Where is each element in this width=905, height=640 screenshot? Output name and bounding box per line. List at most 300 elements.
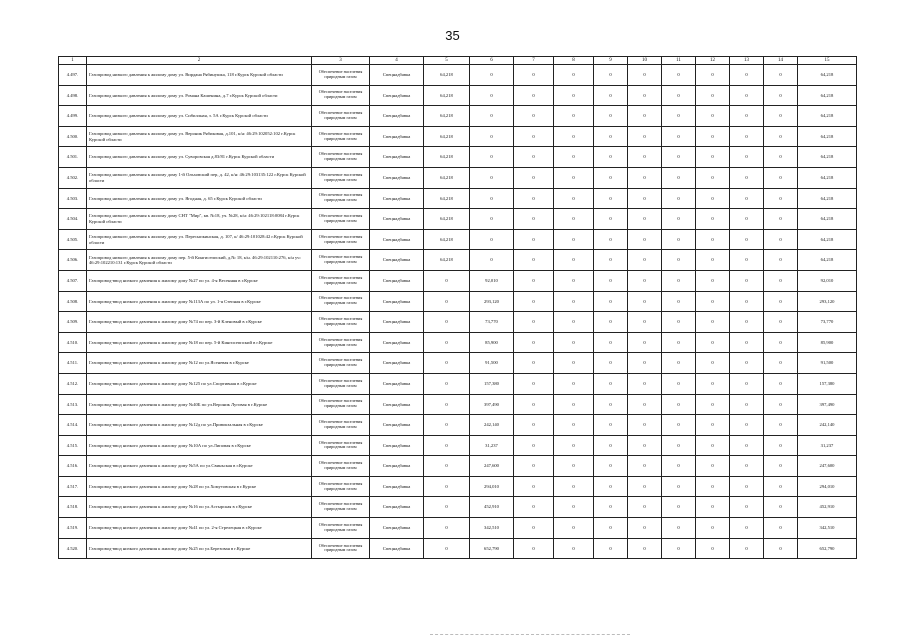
value-cell: 0 <box>554 147 594 168</box>
funding-source: Спецнадбавка <box>370 332 424 353</box>
value-cell: 0 <box>662 476 696 497</box>
value-cell: 342,510 <box>470 518 514 539</box>
value-cell: 0 <box>554 126 594 147</box>
value-cell: 0 <box>424 456 470 477</box>
purpose-text: Обеспечение населения природным газом <box>312 415 370 436</box>
column-header: 12 <box>696 57 730 65</box>
value-cell: 64,218 <box>424 85 470 106</box>
value-cell: 64,218 <box>424 250 470 271</box>
value-cell: 0 <box>470 167 514 188</box>
funding-source: Спецнадбавка <box>370 106 424 127</box>
value-cell: 0 <box>696 312 730 333</box>
column-header: 5 <box>424 57 470 65</box>
value-cell: 0 <box>514 167 554 188</box>
value-cell: 64,218 <box>424 167 470 188</box>
funding-source: Спецнадбавка <box>370 209 424 230</box>
value-cell: 0 <box>764 518 798 539</box>
value-cell: 0 <box>730 353 764 374</box>
value-cell: 0 <box>696 456 730 477</box>
column-number-row <box>59 57 857 65</box>
value-cell: 0 <box>662 85 696 106</box>
row-number: 4.497. <box>59 65 87 86</box>
column-header: 2 <box>87 57 312 65</box>
object-name: Газопровод-ввод низкого давления к жилому дому №125 по ул.Спортивная в г.Курске <box>87 373 312 394</box>
purpose-text: Обеспечение населения природным газом <box>312 353 370 374</box>
value-cell: 0 <box>696 476 730 497</box>
value-cell: 294,010 <box>470 476 514 497</box>
value-cell: 0 <box>554 229 594 250</box>
value-cell: 0 <box>662 209 696 230</box>
object-name: Газопровод-ввод низкого давления к жилому дому №12 по ул.Ясеневая в г.Курске <box>87 353 312 374</box>
value-cell: 0 <box>628 415 662 436</box>
table-row <box>59 106 857 127</box>
value-cell: 0 <box>764 229 798 250</box>
value-cell: 0 <box>554 291 594 312</box>
funding-source: Спецнадбавка <box>370 497 424 518</box>
object-name: Газопровод-ввод низкого давления к жилому дому №25 по ул.Березовая в г.Курске <box>87 538 312 559</box>
value-cell: 0 <box>696 373 730 394</box>
value-cell: 0 <box>730 65 764 86</box>
table-row <box>59 538 857 559</box>
value-cell: 0 <box>594 85 628 106</box>
column-header: 3 <box>312 57 370 65</box>
purpose-text: Обеспечение населения природным газом <box>312 538 370 559</box>
value-cell: 0 <box>662 456 696 477</box>
value-cell: 0 <box>628 270 662 291</box>
object-name: Газопровод-ввод низкого давления к жилому дому №113А по ул. 1-я Степная в г.Курске <box>87 291 312 312</box>
value-cell: 0 <box>662 394 696 415</box>
total-value-cell: 652,790 <box>798 538 857 559</box>
funding-source: Спецнадбавка <box>370 85 424 106</box>
total-value-cell: 31,237 <box>798 435 857 456</box>
total-value-cell: 64,218 <box>798 250 857 271</box>
row-number: 4.518. <box>59 497 87 518</box>
value-cell: 0 <box>730 538 764 559</box>
value-cell: 0 <box>514 126 554 147</box>
table-row <box>59 209 857 230</box>
value-cell: 0 <box>764 435 798 456</box>
total-value-cell: 92,010 <box>798 270 857 291</box>
value-cell: 0 <box>594 147 628 168</box>
value-cell: 0 <box>662 538 696 559</box>
value-cell: 0 <box>764 312 798 333</box>
column-header: 15 <box>798 57 857 65</box>
value-cell: 397,490 <box>470 394 514 415</box>
value-cell: 0 <box>424 518 470 539</box>
value-cell: 0 <box>554 518 594 539</box>
value-cell: 0 <box>470 209 514 230</box>
value-cell: 0 <box>764 353 798 374</box>
purpose-text: Обеспечение населения природным газом <box>312 250 370 271</box>
value-cell: 0 <box>554 497 594 518</box>
column-header: 8 <box>554 57 594 65</box>
value-cell: 0 <box>730 312 764 333</box>
value-cell: 0 <box>696 415 730 436</box>
row-number: 4.510. <box>59 332 87 353</box>
column-header: 4 <box>370 57 424 65</box>
value-cell: 0 <box>424 538 470 559</box>
value-cell: 0 <box>764 497 798 518</box>
value-cell: 0 <box>594 312 628 333</box>
purpose-text: Обеспечение населения природным газом <box>312 497 370 518</box>
value-cell: 0 <box>628 147 662 168</box>
value-cell: 0 <box>730 270 764 291</box>
total-value-cell: 64,218 <box>798 167 857 188</box>
row-number: 4.498. <box>59 85 87 106</box>
value-cell: 0 <box>594 497 628 518</box>
value-cell: 0 <box>594 518 628 539</box>
value-cell: 0 <box>514 518 554 539</box>
table-row <box>59 353 857 374</box>
value-cell: 0 <box>696 497 730 518</box>
value-cell: 0 <box>764 394 798 415</box>
value-cell: 0 <box>628 518 662 539</box>
funding-source: Спецнадбавка <box>370 250 424 271</box>
purpose-text: Обеспечение населения природным газом <box>312 394 370 415</box>
purpose-text: Обеспечение населения природным газом <box>312 435 370 456</box>
purpose-text: Обеспечение населения природным газом <box>312 229 370 250</box>
purpose-text: Обеспечение населения природным газом <box>312 147 370 168</box>
value-cell: 0 <box>594 167 628 188</box>
value-cell: 0 <box>470 188 514 209</box>
purpose-text: Обеспечение населения природным газом <box>312 476 370 497</box>
value-cell: 0 <box>514 435 554 456</box>
row-number: 4.505. <box>59 229 87 250</box>
value-cell: 0 <box>696 126 730 147</box>
value-cell: 0 <box>594 65 628 86</box>
value-cell: 0 <box>554 373 594 394</box>
value-cell: 0 <box>662 147 696 168</box>
purpose-text: Обеспечение населения природным газом <box>312 209 370 230</box>
value-cell: 0 <box>424 476 470 497</box>
value-cell: 0 <box>594 456 628 477</box>
value-cell: 0 <box>424 394 470 415</box>
value-cell: 0 <box>696 147 730 168</box>
value-cell: 0 <box>594 373 628 394</box>
value-cell: 0 <box>594 250 628 271</box>
object-name: Газопровод-ввод низкого давления к жилому дому №27 по ул. 4-я Весенняя в г.Курске <box>87 270 312 291</box>
value-cell: 0 <box>730 250 764 271</box>
value-cell: 0 <box>730 394 764 415</box>
value-cell: 0 <box>554 394 594 415</box>
purpose-text: Обеспечение населения природным газом <box>312 188 370 209</box>
total-value-cell: 247,600 <box>798 456 857 477</box>
value-cell: 0 <box>554 435 594 456</box>
value-cell: 0 <box>764 167 798 188</box>
value-cell: 0 <box>730 126 764 147</box>
value-cell: 0 <box>424 353 470 374</box>
value-cell: 0 <box>424 312 470 333</box>
table-row <box>59 270 857 291</box>
total-value-cell: 64,218 <box>798 229 857 250</box>
total-value-cell: 64,218 <box>798 209 857 230</box>
value-cell: 0 <box>662 126 696 147</box>
value-cell: 0 <box>662 332 696 353</box>
value-cell: 0 <box>696 106 730 127</box>
value-cell: 0 <box>628 291 662 312</box>
object-name: Газопровод-ввод низкого давления к жилому дому №16 по ул.Астырская в г.Курске <box>87 497 312 518</box>
value-cell: 0 <box>554 270 594 291</box>
table-body <box>59 65 857 559</box>
scan-artifact-line <box>430 634 630 636</box>
value-cell: 0 <box>696 229 730 250</box>
value-cell: 0 <box>628 538 662 559</box>
row-number: 4.503. <box>59 188 87 209</box>
purpose-text: Обеспечение населения природным газом <box>312 518 370 539</box>
value-cell: 0 <box>730 476 764 497</box>
value-cell: 0 <box>696 332 730 353</box>
total-value-cell: 452,910 <box>798 497 857 518</box>
column-header: 1 <box>59 57 87 65</box>
table-row <box>59 291 857 312</box>
row-number: 4.515. <box>59 435 87 456</box>
value-cell: 0 <box>764 291 798 312</box>
value-cell: 0 <box>514 538 554 559</box>
value-cell: 247,600 <box>470 456 514 477</box>
row-number: 4.504. <box>59 209 87 230</box>
object-name: Газопровод низкого давления к жилому дому ул. Романа Кашенина, д.7 г.Курск Курской области <box>87 85 312 106</box>
funding-source: Спецнадбавка <box>370 291 424 312</box>
value-cell: 0 <box>696 435 730 456</box>
value-cell: 0 <box>514 312 554 333</box>
value-cell: 0 <box>662 229 696 250</box>
value-cell: 85,900 <box>470 332 514 353</box>
value-cell: 0 <box>628 476 662 497</box>
value-cell: 0 <box>662 312 696 333</box>
row-number: 4.501. <box>59 147 87 168</box>
value-cell: 0 <box>470 106 514 127</box>
value-cell: 0 <box>730 373 764 394</box>
value-cell: 0 <box>696 353 730 374</box>
value-cell: 0 <box>730 147 764 168</box>
column-header: 11 <box>662 57 696 65</box>
value-cell: 0 <box>662 353 696 374</box>
value-cell: 0 <box>730 167 764 188</box>
funding-source: Спецнадбавка <box>370 456 424 477</box>
total-value-cell: 64,218 <box>798 126 857 147</box>
value-cell: 0 <box>764 456 798 477</box>
value-cell: 73,770 <box>470 312 514 333</box>
value-cell: 0 <box>594 229 628 250</box>
value-cell: 0 <box>696 394 730 415</box>
value-cell: 0 <box>696 167 730 188</box>
value-cell: 0 <box>730 106 764 127</box>
value-cell: 0 <box>628 312 662 333</box>
value-cell: 0 <box>628 188 662 209</box>
purpose-text: Обеспечение населения природным газом <box>312 456 370 477</box>
table-row <box>59 518 857 539</box>
row-number: 4.516. <box>59 456 87 477</box>
total-value-cell: 157,380 <box>798 373 857 394</box>
value-cell: 0 <box>594 209 628 230</box>
value-cell: 0 <box>764 85 798 106</box>
value-cell: 0 <box>662 188 696 209</box>
object-name: Газопровод низкого давления к жилому дому ул. Вероник Рябиковая, д.101, к/н: 46:29:102052:102 г.Курск Курской области <box>87 126 312 147</box>
value-cell: 0 <box>696 291 730 312</box>
value-cell: 0 <box>514 332 554 353</box>
purpose-text: Обеспечение населения природным газом <box>312 65 370 86</box>
object-name: Газопровод низкого давления к жилому дому СНТ "Мир", кв. №18, уч. №28, к/н: 46:29:102118:0084 г.Курск Курской области <box>87 209 312 230</box>
value-cell: 0 <box>628 353 662 374</box>
row-number: 4.509. <box>59 312 87 333</box>
value-cell: 0 <box>424 291 470 312</box>
value-cell: 0 <box>628 167 662 188</box>
value-cell: 0 <box>554 250 594 271</box>
value-cell: 0 <box>764 106 798 127</box>
value-cell: 0 <box>424 435 470 456</box>
purpose-text: Обеспечение населения природным газом <box>312 291 370 312</box>
value-cell: 0 <box>514 188 554 209</box>
funding-source: Спецнадбавка <box>370 415 424 436</box>
row-number: 4.502. <box>59 167 87 188</box>
column-header: 10 <box>628 57 662 65</box>
value-cell: 0 <box>764 270 798 291</box>
row-number: 4.514. <box>59 415 87 436</box>
page-number: 35 <box>445 28 460 43</box>
value-cell: 0 <box>730 229 764 250</box>
value-cell: 0 <box>764 126 798 147</box>
funding-source: Спецнадбавка <box>370 435 424 456</box>
value-cell: 0 <box>514 456 554 477</box>
table-row <box>59 147 857 168</box>
value-cell: 0 <box>662 291 696 312</box>
value-cell: 0 <box>730 209 764 230</box>
value-cell: 0 <box>628 106 662 127</box>
value-cell: 0 <box>554 538 594 559</box>
value-cell: 0 <box>514 353 554 374</box>
value-cell: 0 <box>514 147 554 168</box>
column-header: 7 <box>514 57 554 65</box>
value-cell: 0 <box>696 270 730 291</box>
value-cell: 0 <box>594 188 628 209</box>
value-cell: 64,218 <box>424 188 470 209</box>
value-cell: 91,500 <box>470 353 514 374</box>
object-name: Газопровод низкого давления к жилому дому пер. 5-й Кингисеппский, д.№ 18, к/н. 46:29:102110:276, к/н уч: 46:29:102210:131 г.Курск Курской области <box>87 250 312 271</box>
value-cell: 0 <box>594 106 628 127</box>
value-cell: 0 <box>554 65 594 86</box>
value-cell: 0 <box>514 394 554 415</box>
total-value-cell: 64,218 <box>798 65 857 86</box>
value-cell: 0 <box>764 188 798 209</box>
value-cell: 0 <box>594 415 628 436</box>
object-name: Газопровод-ввод низкого давления к жилому дому №10А по ул.Липовая в г.Курске <box>87 435 312 456</box>
funding-source: Спецнадбавка <box>370 394 424 415</box>
value-cell: 0 <box>730 85 764 106</box>
value-cell: 0 <box>424 497 470 518</box>
value-cell: 0 <box>764 373 798 394</box>
value-cell: 0 <box>764 250 798 271</box>
value-cell: 0 <box>514 476 554 497</box>
value-cell: 0 <box>764 415 798 436</box>
value-cell: 0 <box>470 65 514 86</box>
value-cell: 0 <box>514 270 554 291</box>
value-cell: 0 <box>730 291 764 312</box>
value-cell: 0 <box>514 85 554 106</box>
table-row <box>59 332 857 353</box>
row-number: 4.511. <box>59 353 87 374</box>
value-cell: 0 <box>662 250 696 271</box>
row-number: 4.507. <box>59 270 87 291</box>
value-cell: 0 <box>662 435 696 456</box>
value-cell: 0 <box>628 85 662 106</box>
column-header: 9 <box>594 57 628 65</box>
value-cell: 0 <box>424 270 470 291</box>
value-cell: 0 <box>514 106 554 127</box>
row-number: 4.520. <box>59 538 87 559</box>
row-number: 4.508. <box>59 291 87 312</box>
value-cell: 0 <box>628 394 662 415</box>
object-name: Газопровод-ввод низкого давления к жилому дому №5А по ул.Свиньская в г.Курске <box>87 456 312 477</box>
value-cell: 64,218 <box>424 229 470 250</box>
funding-source: Спецнадбавка <box>370 373 424 394</box>
value-cell: 0 <box>594 538 628 559</box>
value-cell: 0 <box>514 373 554 394</box>
table-row <box>59 497 857 518</box>
value-cell: 0 <box>662 373 696 394</box>
value-cell: 0 <box>554 312 594 333</box>
value-cell: 0 <box>628 65 662 86</box>
value-cell: 0 <box>764 538 798 559</box>
value-cell: 0 <box>554 106 594 127</box>
funding-source: Спецнадбавка <box>370 518 424 539</box>
value-cell: 0 <box>554 353 594 374</box>
funding-source: Спецнадбавка <box>370 353 424 374</box>
value-cell: 157,380 <box>470 373 514 394</box>
table-row <box>59 126 857 147</box>
total-value-cell: 342,510 <box>798 518 857 539</box>
value-cell: 0 <box>594 353 628 374</box>
value-cell: 0 <box>764 332 798 353</box>
value-cell: 0 <box>662 65 696 86</box>
object-name: Газопровод-ввод низкого давления к жилому дому №18 по пер. 5-й Кингисеппский в г.Курске <box>87 332 312 353</box>
value-cell: 31,237 <box>470 435 514 456</box>
object-name: Газопровод-ввод низкого давления к жилому дому №74 по пер. 3-й Кленовый в г.Курске <box>87 312 312 333</box>
value-cell: 293,120 <box>470 291 514 312</box>
row-number: 4.519. <box>59 518 87 539</box>
row-number: 4.499. <box>59 106 87 127</box>
row-number: 4.513. <box>59 394 87 415</box>
row-number: 4.512. <box>59 373 87 394</box>
value-cell: 0 <box>730 188 764 209</box>
value-cell: 0 <box>764 209 798 230</box>
value-cell: 64,218 <box>424 147 470 168</box>
funding-source: Спецнадбавка <box>370 65 424 86</box>
total-value-cell: 293,120 <box>798 291 857 312</box>
value-cell: 0 <box>730 332 764 353</box>
total-value-cell: 64,218 <box>798 188 857 209</box>
table-row <box>59 415 857 436</box>
value-cell: 0 <box>696 209 730 230</box>
total-value-cell: 397,490 <box>798 394 857 415</box>
object-name: Газопровод-ввод низкого давления к жилому дому №40Б по ул.Вероник Луговая в г.Курске <box>87 394 312 415</box>
value-cell: 0 <box>662 497 696 518</box>
value-cell: 0 <box>554 332 594 353</box>
value-cell: 0 <box>514 209 554 230</box>
value-cell: 0 <box>470 250 514 271</box>
total-value-cell: 91,500 <box>798 353 857 374</box>
purpose-text: Обеспечение населения природным газом <box>312 106 370 127</box>
value-cell: 0 <box>696 85 730 106</box>
value-cell: 0 <box>730 518 764 539</box>
value-cell: 0 <box>514 415 554 436</box>
value-cell: 0 <box>730 415 764 436</box>
value-cell: 0 <box>514 250 554 271</box>
value-cell: 64,218 <box>424 65 470 86</box>
value-cell: 0 <box>594 270 628 291</box>
funding-source: Спецнадбавка <box>370 312 424 333</box>
purpose-text: Обеспечение населения природным газом <box>312 270 370 291</box>
object-name: Газопровод низкого давления к жилому дому ул. Пересыпкинская, д. 107, к/ 46:29:101028:42 г.Курск Курской области <box>87 229 312 250</box>
